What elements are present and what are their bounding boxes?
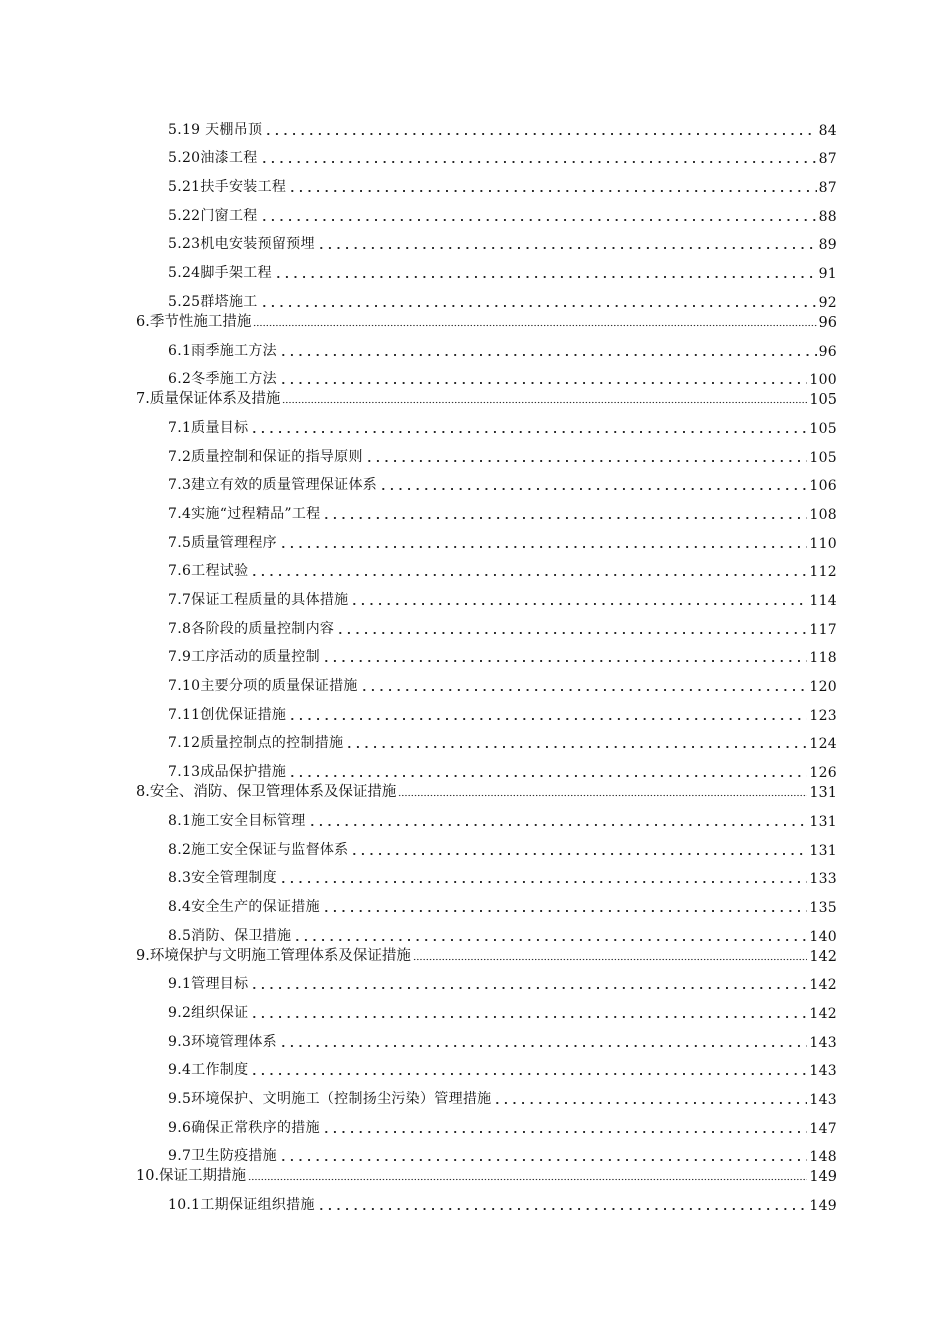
toc-dot-leader bbox=[279, 345, 817, 357]
toc-dot-leader bbox=[379, 479, 807, 491]
toc-entry-title: 7.7保证工程质量的具体措施 bbox=[168, 592, 349, 608]
toc-chapter-entry[interactable] bbox=[0, 1165, 950, 1185]
toc-dot-leader bbox=[274, 267, 817, 279]
toc-entry-title: 8.安全、消防、保卫管理体系及保证措施 bbox=[136, 784, 397, 801]
toc-section-entry[interactable] bbox=[0, 801, 950, 830]
toc-dot-leader bbox=[279, 872, 807, 884]
toc-section-entry[interactable] bbox=[0, 1051, 950, 1080]
toc-entry-title: 5.24脚手架工程 bbox=[168, 265, 272, 282]
toc-section-entry[interactable] bbox=[0, 752, 950, 781]
toc-section-entry[interactable] bbox=[0, 830, 950, 859]
toc-entry-title: 8.1施工安全目标管理 bbox=[168, 812, 306, 829]
toc-page-number: 131 bbox=[809, 785, 837, 802]
toc-entry-title: 10.1工期保证组织措施 bbox=[168, 1197, 315, 1214]
toc-page-number: 108 bbox=[809, 506, 837, 523]
toc-section-entry[interactable] bbox=[0, 724, 950, 753]
toc-page-number: 96 bbox=[818, 343, 837, 360]
toc-entry-title: 8.5消防、保卫措施 bbox=[168, 927, 292, 944]
toc-section-entry[interactable] bbox=[0, 695, 950, 724]
toc-page-number: 117 bbox=[809, 621, 837, 638]
toc-section-entry[interactable] bbox=[0, 225, 950, 254]
toc-section-entry[interactable] bbox=[0, 1137, 950, 1166]
toc-page-number: 89 bbox=[818, 237, 837, 254]
toc-dot-leader bbox=[250, 1007, 807, 1019]
toc-dot-leader bbox=[322, 508, 807, 520]
toc-entry-title: 5.20油漆工程 bbox=[168, 150, 258, 167]
toc-dot-leader bbox=[322, 1122, 808, 1134]
toc-entry-title: 9.5环境保护、文明施工（控制扬尘污染）管理措施 bbox=[168, 1091, 492, 1107]
toc-page-number: 147 bbox=[809, 1120, 837, 1137]
toc-section-entry[interactable] bbox=[0, 110, 950, 139]
toc-dot-leader bbox=[260, 152, 817, 164]
toc-entry-title: 6.1雨季施工方法 bbox=[168, 342, 277, 359]
toc-dot-leader bbox=[288, 181, 816, 193]
toc-section-entry[interactable] bbox=[0, 580, 950, 609]
toc-entry-title: 7.12质量控制点的控制措施 bbox=[168, 735, 344, 752]
toc-chapter-entry[interactable] bbox=[0, 945, 950, 965]
toc-entry-title: 7.2质量控制和保证的指导原则 bbox=[168, 448, 363, 465]
toc-entry-title: 8.3安全管理制度 bbox=[168, 870, 277, 887]
toc-page-number: 140 bbox=[809, 928, 837, 945]
toc-page-number: 120 bbox=[809, 679, 837, 696]
toc-dot-leader bbox=[250, 565, 807, 577]
toc-dot-leader bbox=[248, 1169, 807, 1181]
toc-section-entry[interactable] bbox=[0, 167, 950, 196]
toc-page-number: 149 bbox=[809, 1198, 837, 1215]
toc-section-entry[interactable] bbox=[0, 523, 950, 552]
toc-section-entry[interactable] bbox=[0, 965, 950, 994]
toc-section-entry[interactable] bbox=[0, 196, 950, 225]
toc-section-entry[interactable] bbox=[0, 916, 950, 945]
toc-section-entry[interactable] bbox=[0, 552, 950, 581]
toc-page-number: 131 bbox=[809, 813, 837, 830]
toc-entry-title: 7.质量保证体系及措施 bbox=[136, 391, 281, 408]
toc-section-entry[interactable] bbox=[0, 1185, 950, 1214]
toc-dot-leader bbox=[253, 315, 816, 327]
toc-section-entry[interactable] bbox=[0, 466, 950, 495]
toc-page-number: 143 bbox=[809, 1034, 837, 1051]
toc-page-number: 88 bbox=[818, 208, 837, 225]
toc-page-number: 123 bbox=[809, 707, 837, 724]
toc-entry-title: 9.3环境管理体系 bbox=[168, 1033, 277, 1050]
toc-page-number: 106 bbox=[809, 478, 837, 495]
toc-dot-leader bbox=[360, 680, 808, 692]
table-of-contents bbox=[0, 110, 950, 1214]
toc-section-entry[interactable] bbox=[0, 887, 950, 916]
toc-section-entry[interactable] bbox=[0, 360, 950, 389]
toc-page-number: 84 bbox=[818, 122, 837, 139]
toc-dot-leader bbox=[293, 930, 807, 942]
toc-page-number: 91 bbox=[818, 266, 837, 283]
toc-entry-title: 7.9工序活动的质量控制 bbox=[168, 649, 320, 666]
toc-page-number: 105 bbox=[809, 392, 837, 409]
toc-dot-leader bbox=[250, 422, 807, 434]
toc-dot-leader bbox=[260, 210, 817, 222]
toc-section-entry[interactable] bbox=[0, 859, 950, 888]
toc-dot-leader bbox=[288, 709, 807, 721]
toc-dot-leader bbox=[322, 901, 808, 913]
toc-page-number: 135 bbox=[809, 899, 837, 916]
toc-entry-title: 7.10主要分项的质量保证措施 bbox=[168, 678, 358, 695]
toc-section-entry[interactable] bbox=[0, 1022, 950, 1051]
toc-entry-title: 5.19 天棚吊顶 bbox=[168, 121, 263, 138]
toc-dot-leader bbox=[288, 766, 807, 778]
toc-entry-title: 5.22门窗工程 bbox=[168, 207, 258, 224]
toc-page-number: 96 bbox=[818, 314, 837, 331]
toc-dot-leader bbox=[413, 949, 807, 961]
toc-page-number: 105 bbox=[809, 449, 837, 466]
toc-entry-title: 7.3建立有效的质量管理保证体系 bbox=[168, 477, 378, 494]
toc-section-entry[interactable] bbox=[0, 139, 950, 168]
toc-dot-leader bbox=[260, 296, 817, 308]
toc-section-entry[interactable] bbox=[0, 282, 950, 311]
toc-page-number: 92 bbox=[818, 294, 837, 311]
toc-page-number: 100 bbox=[809, 372, 837, 389]
toc-dot-leader bbox=[279, 373, 807, 385]
toc-entry-title: 9.2组织保证 bbox=[168, 1004, 249, 1021]
toc-dot-leader bbox=[317, 1199, 808, 1211]
toc-section-entry[interactable] bbox=[0, 331, 950, 360]
toc-chapter-entry[interactable] bbox=[0, 311, 950, 331]
toc-dot-leader bbox=[322, 651, 808, 663]
toc-dot-leader bbox=[345, 737, 807, 749]
toc-page-number: 126 bbox=[809, 765, 837, 782]
toc-dot-leader bbox=[336, 623, 807, 635]
toc-entry-title: 7.5质量管理程序 bbox=[168, 534, 277, 551]
toc-dot-leader bbox=[493, 1093, 807, 1105]
toc-entry-title: 7.8各阶段的质量控制内容 bbox=[168, 620, 335, 637]
toc-dot-leader bbox=[398, 785, 807, 797]
toc-entry-title: 7.6工程试验 bbox=[168, 563, 249, 580]
toc-dot-leader bbox=[350, 844, 807, 856]
toc-entry-title: 5.21扶手安装工程 bbox=[168, 179, 287, 196]
toc-entry-title: 6.2冬季施工方法 bbox=[168, 371, 277, 388]
toc-page-number: 142 bbox=[809, 1005, 837, 1022]
toc-dot-leader bbox=[279, 537, 807, 549]
toc-page-number: 133 bbox=[809, 871, 837, 888]
toc-dot-leader bbox=[250, 1064, 807, 1076]
toc-dot-leader bbox=[317, 238, 817, 250]
toc-dot-leader bbox=[279, 1036, 807, 1048]
toc-section-entry[interactable] bbox=[0, 638, 950, 667]
toc-dot-leader bbox=[365, 451, 808, 463]
toc-entry-title: 8.2施工安全保证与监督体系 bbox=[168, 841, 349, 858]
toc-section-entry[interactable] bbox=[0, 993, 950, 1022]
toc-section-entry[interactable] bbox=[0, 609, 950, 638]
toc-page-number: 143 bbox=[809, 1092, 837, 1108]
toc-entry-title: 8.4安全生产的保证措施 bbox=[168, 898, 320, 915]
toc-page-number: 149 bbox=[809, 1169, 837, 1186]
toc-dot-leader bbox=[282, 392, 807, 404]
toc-page-number: 112 bbox=[809, 564, 837, 581]
toc-page-number: 142 bbox=[809, 948, 837, 965]
toc-page-number: 87 bbox=[818, 180, 837, 197]
toc-page-number: 148 bbox=[809, 1149, 837, 1166]
toc-page-number: 87 bbox=[818, 151, 837, 168]
toc-section-entry[interactable] bbox=[0, 408, 950, 437]
toc-entry-title: 7.4实施“过程精品”工程 bbox=[168, 505, 321, 522]
toc-entry-title: 9.环境保护与文明施工管理体系及保证措施 bbox=[136, 947, 411, 964]
toc-section-entry[interactable] bbox=[0, 666, 950, 695]
toc-section-entry[interactable] bbox=[0, 494, 950, 523]
toc-dot-leader bbox=[279, 1150, 807, 1162]
toc-page-number: 110 bbox=[809, 535, 837, 552]
toc-page-number: 124 bbox=[809, 736, 837, 753]
toc-dot-leader bbox=[308, 815, 808, 827]
toc-page-number: 142 bbox=[809, 977, 837, 994]
toc-entry-title: 10.保证工期措施 bbox=[136, 1168, 247, 1185]
toc-dot-leader bbox=[250, 978, 807, 990]
toc-section-entry[interactable] bbox=[0, 1108, 950, 1137]
toc-chapter-entry[interactable] bbox=[0, 388, 950, 408]
toc-entry-title: 5.23机电安装预留预埋 bbox=[168, 236, 315, 253]
toc-chapter-entry[interactable] bbox=[0, 781, 950, 801]
toc-section-entry[interactable] bbox=[0, 1079, 950, 1108]
toc-entry-title: 7.11创优保证措施 bbox=[168, 706, 287, 723]
toc-entry-title: 7.1质量目标 bbox=[168, 419, 249, 436]
toc-dot-leader bbox=[264, 124, 816, 136]
toc-page-number: 118 bbox=[809, 650, 837, 667]
toc-dot-leader bbox=[350, 594, 807, 606]
toc-entry-title: 9.7卫生防疫措施 bbox=[168, 1148, 277, 1165]
toc-entry-title: 9.6确保正常秩序的措施 bbox=[168, 1119, 320, 1136]
toc-entry-title: 5.25群塔施工 bbox=[168, 293, 258, 310]
toc-section-entry[interactable] bbox=[0, 437, 950, 466]
toc-section-entry[interactable] bbox=[0, 253, 950, 282]
toc-entry-title: 9.1管理目标 bbox=[168, 976, 249, 993]
toc-page-number: 143 bbox=[809, 1063, 837, 1080]
toc-entry-title: 9.4工作制度 bbox=[168, 1062, 249, 1079]
toc-page-number: 131 bbox=[809, 842, 837, 859]
toc-entry-title: 6.季节性施工措施 bbox=[136, 313, 252, 330]
toc-entry-title: 7.13成品保护措施 bbox=[168, 764, 287, 781]
toc-page-number: 114 bbox=[809, 593, 837, 609]
toc-page-number: 105 bbox=[809, 420, 837, 437]
